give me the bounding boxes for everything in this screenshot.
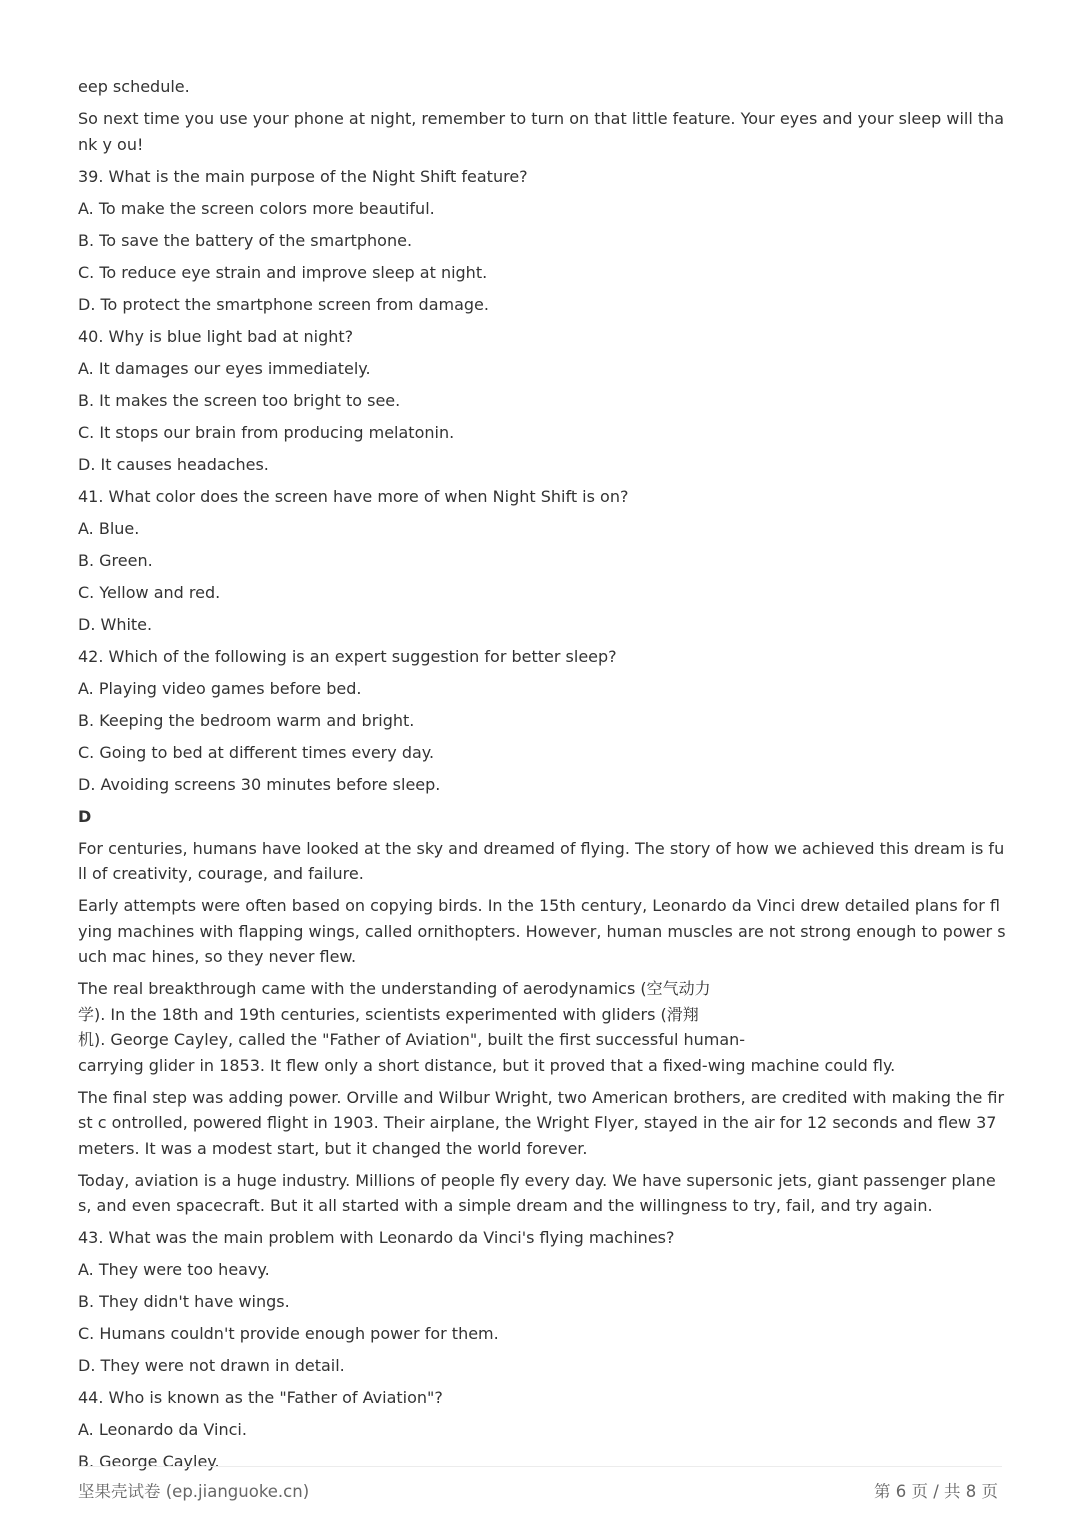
question-44-option-a: A. Leonardo da Vinci. xyxy=(78,1420,247,1439)
question-43-stem: 43. What was the main problem with Leonardo da Vinci's flying machines? xyxy=(78,1228,675,1247)
aerodynamics-line-4: carrying glider in 1853. It flew only a short distance, but it proved that a fixed-wing machine could fly. xyxy=(78,1055,896,1075)
section-d-paragraph-1: For centuries, humans have looked at the sky and dreamed of flying. The story of how we achieved this dream is full of creativity, courage, and failure. xyxy=(78,838,1005,883)
question-42-option-a: A. Playing video games before bed. xyxy=(78,678,362,698)
question-41-option-a: A. Blue. xyxy=(78,518,140,538)
question-40-stem: 40. Why is blue light bad at night? xyxy=(78,326,354,346)
section-d-paragraph-5: Today, aviation is a huge industry. Millions of people fly every day. We have supersonic jets, giant passenger planes, and even spacecraft. But it all started with a simple dream and the willingness to try, fail, and try again. xyxy=(78,1170,996,1215)
question-42-stem: 42. Which of the following is an expert suggestion for better sleep? xyxy=(78,646,617,666)
aerodynamics-line-3: 机). George Cayley, called the "Father of Aviation", built the first successful human- xyxy=(78,1030,746,1049)
question-43-option-a: A. They were too heavy. xyxy=(78,1260,270,1279)
question-43-option-d: D. They were not drawn in detail. xyxy=(78,1356,345,1375)
question-43-option-c: C. Humans couldn't provide enough power for them. xyxy=(78,1324,499,1343)
question-41-option-b: B. Green. xyxy=(78,550,153,570)
question-39-option-a: A. To make the screen colors more beautiful. xyxy=(78,198,435,218)
question-40-option-c: C. It stops our brain from producing melatonin. xyxy=(78,422,455,442)
question-40-option-b: B. It makes the screen too bright to see. xyxy=(78,390,401,410)
question-43-option-b: B. They didn't have wings. xyxy=(78,1292,290,1311)
aerodynamics-line-2: 学). In the 18th and 19th centuries, scientists experimented with gliders (滑翔 xyxy=(78,1004,699,1024)
page-content xyxy=(78,74,1006,1471)
section-d-paragraph-2: Early attempts were often based on copying birds. In the 15th century, Leonardo da Vinci drew detailed plans for flying machines with flapping wings, called ornithopters. However, human muscles are not strong enough to power such mac hines, so they never flew. xyxy=(78,896,1006,966)
question-41-stem: 41. What color does the screen have more of when Night Shift is on? xyxy=(78,486,629,506)
question-39-option-b: B. To save the battery of the smartphone. xyxy=(78,230,413,250)
passage-c-tail-line: eep schedule. xyxy=(78,77,190,96)
question-44-stem: 44. Who is known as the "Father of Aviation"? xyxy=(78,1388,443,1407)
question-42-option-c: C. Going to bed at different times every day. xyxy=(78,742,435,762)
question-40-option-d: D. It causes headaches. xyxy=(78,454,269,474)
question-39-option-c: C. To reduce eye strain and improve sleep at night. xyxy=(78,262,488,282)
question-42-option-d: D. Avoiding screens 30 minutes before sleep. xyxy=(78,774,441,794)
passage-c-closing: So next time you use your phone at night, remember to turn on that little feature. Your eyes and your sleep will thank y ou! xyxy=(78,109,1005,154)
question-40-option-a: A. It damages our eyes immediately. xyxy=(78,358,371,378)
section-d-paragraph-3 xyxy=(78,976,1006,1078)
page-footer xyxy=(78,1466,1002,1501)
question-41-option-c: C. Yellow and red. xyxy=(78,582,221,602)
footer-page-info: 第 6 页 / 共 8 页 xyxy=(873,1482,998,1501)
question-44-option-b: B. George Cayley. xyxy=(78,1452,220,1471)
question-39-option-d: D. To protect the smartphone screen from damage. xyxy=(78,294,489,314)
aerodynamics-line-1: The real breakthrough came with the understanding of aerodynamics (空气动力 xyxy=(78,979,711,998)
section-d-heading: D xyxy=(78,806,92,826)
question-41-option-d: D. White. xyxy=(78,614,153,634)
footer-source: 坚果壳试卷 (ep.jianguoke.cn) xyxy=(78,1482,310,1501)
question-39-stem: 39. What is the main purpose of the Night Shift feature? xyxy=(78,166,528,186)
section-d-paragraph-4: The final step was adding power. Orville and Wilbur Wright, two American brothers, are credited with making the first c ontrolled, powered flight in 1903. Their airplane, the Wright Flyer, stayed in the air for 12 seconds and flew 37 meters. It was a modest start, but it changed the world forever. xyxy=(78,1087,1005,1158)
question-42-option-b: B. Keeping the bedroom warm and bright. xyxy=(78,710,415,730)
